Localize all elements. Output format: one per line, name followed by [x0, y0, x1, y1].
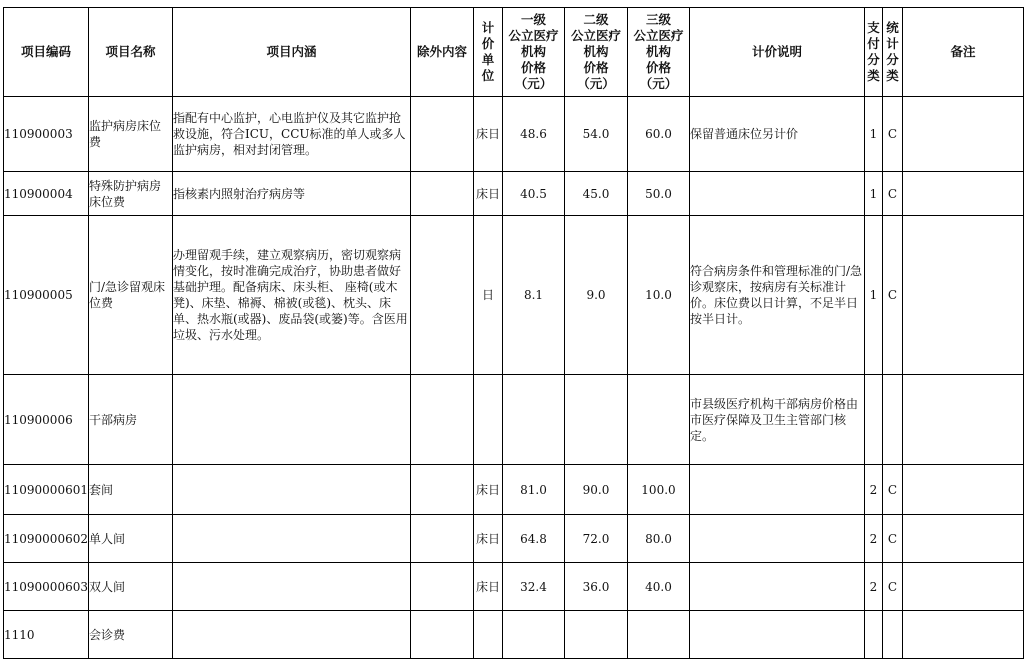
cell-price-level3: 40.0 [627, 563, 689, 611]
cell-pricing-note: 市县级医疗机构干部病房价格由市医疗保障及卫生主管部门核定。 [689, 375, 864, 465]
cell-code: 110900003 [4, 97, 89, 172]
cell-remark [902, 97, 1023, 172]
header-stat-class [882, 8, 902, 97]
header-stat-line: 计 [886, 36, 899, 51]
cell-remark [902, 611, 1023, 659]
cell-pay-class [864, 375, 882, 465]
header-pay-line: 支 [867, 20, 880, 35]
cell-stat-class: C [882, 563, 902, 611]
table-row [4, 97, 1024, 172]
table-row [4, 563, 1024, 611]
cell-price-level1: 32.4 [502, 563, 564, 611]
header-exclude: 除外内容 [410, 8, 473, 97]
cell-price-level3 [627, 611, 689, 659]
cell-pricing-note [689, 172, 864, 216]
cell-exclude [410, 465, 473, 515]
header-unit-line: 单 [481, 52, 495, 67]
cell-price-level1: 81.0 [502, 465, 564, 515]
cell-price-level3: 100.0 [627, 465, 689, 515]
cell-unit: 床日 [473, 563, 502, 611]
header-stat-line: 统 [886, 20, 899, 35]
header-unit-line: 位 [481, 68, 495, 83]
cell-price-level2 [564, 375, 627, 465]
header-unit-line: 计 [481, 20, 495, 35]
cell-unit: 床日 [473, 97, 502, 172]
cell-stat-class: C [882, 216, 902, 375]
cell-stat-class: C [882, 465, 902, 515]
table-row [4, 172, 1024, 216]
table-row [4, 216, 1024, 375]
cell-exclude [410, 611, 473, 659]
header-unit [473, 8, 502, 97]
cell-pay-class: 1 [864, 172, 882, 216]
header-p1-line: 一级 [520, 12, 546, 27]
cell-code: 110900005 [4, 216, 89, 375]
header-price-level1 [502, 8, 564, 97]
cell-pay-class: 2 [864, 515, 882, 563]
cell-content [172, 375, 410, 465]
cell-price-level2: 72.0 [564, 515, 627, 563]
cell-content: 办理留观手续，建立观察病历，密切观察病情变化，按时准确完成治疗，协助患者做好基础护理。配备病床、床头柜、 座椅(或木凳)、床垫、棉褥、棉被(或毯)、枕头、床单、热水瓶(或器)、废品袋(或篓)等。含医用垃圾、污水处理。 [172, 216, 410, 375]
cell-name: 双人间 [88, 563, 172, 611]
header-stat-line: 类 [886, 68, 899, 83]
cell-pay-class: 2 [864, 465, 882, 515]
cell-content [172, 563, 410, 611]
cell-unit [473, 611, 502, 659]
header-p3-line: 价格 [645, 60, 671, 75]
header-p1-line: 公立医疗 [508, 28, 559, 43]
cell-pay-class: 1 [864, 216, 882, 375]
cell-price-level3: 80.0 [627, 515, 689, 563]
header-p1-line: 机构 [520, 44, 546, 59]
cell-remark [902, 216, 1023, 375]
table-row [4, 611, 1024, 659]
cell-code: 110900004 [4, 172, 89, 216]
cell-exclude [410, 515, 473, 563]
cell-price-level2 [564, 611, 627, 659]
cell-price-level2: 45.0 [564, 172, 627, 216]
header-p2-line: 公立医疗 [570, 28, 621, 43]
cell-price-level2: 9.0 [564, 216, 627, 375]
header-pay-line: 付 [867, 36, 880, 51]
cell-unit: 床日 [473, 515, 502, 563]
header-p1-line: 价格 [520, 60, 546, 75]
header-p3-line: 三级 [645, 12, 671, 27]
cell-pricing-note: 符合病房条件和管理标准的门/急诊观察床，按病房有关标准计价。床位费以日计算，不足半日按半日计。 [689, 216, 864, 375]
cell-remark [902, 563, 1023, 611]
cell-code: 11090000603 [4, 563, 89, 611]
header-p2-line: 价格 [583, 60, 609, 75]
cell-pricing-note [689, 611, 864, 659]
cell-pricing-note: 保留普通床位另计价 [689, 97, 864, 172]
cell-stat-class [882, 375, 902, 465]
cell-name: 单人间 [88, 515, 172, 563]
cell-stat-class: C [882, 97, 902, 172]
cell-name: 套间 [88, 465, 172, 515]
table-row [4, 465, 1024, 515]
cell-remark [902, 465, 1023, 515]
header-price-level3 [627, 8, 689, 97]
cell-price-level1: 64.8 [502, 515, 564, 563]
cell-price-level1 [502, 611, 564, 659]
cell-code: 1110 [4, 611, 89, 659]
cell-exclude [410, 216, 473, 375]
cell-unit: 床日 [473, 465, 502, 515]
header-p2-line: （元） [577, 76, 615, 91]
table-row [4, 375, 1024, 465]
header-pay-class [864, 8, 882, 97]
header-pricing-note: 计价说明 [689, 8, 864, 97]
cell-price-level1: 40.5 [502, 172, 564, 216]
header-p3-line: 机构 [645, 44, 671, 59]
header-price-level2 [564, 8, 627, 97]
cell-unit: 床日 [473, 172, 502, 216]
cell-unit [473, 375, 502, 465]
cell-exclude [410, 375, 473, 465]
cell-name: 监护病房床位费 [88, 97, 172, 172]
cell-pay-class: 2 [864, 563, 882, 611]
header-p3-line: 公立医疗 [633, 28, 684, 43]
cell-name: 会诊费 [88, 611, 172, 659]
cell-price-level1: 48.6 [502, 97, 564, 172]
cell-price-level2: 90.0 [564, 465, 627, 515]
cell-content [172, 611, 410, 659]
header-pay-line: 分 [867, 52, 880, 67]
cell-exclude [410, 97, 473, 172]
cell-price-level2: 54.0 [564, 97, 627, 172]
cell-pay-class: 1 [864, 97, 882, 172]
cell-pricing-note [689, 563, 864, 611]
header-unit-line: 价 [481, 36, 495, 51]
header-p3-line: （元） [639, 76, 678, 91]
cell-remark [902, 172, 1023, 216]
table-row [4, 515, 1024, 563]
cell-stat-class: C [882, 515, 902, 563]
cell-name: 干部病房 [88, 375, 172, 465]
cell-price-level3: 60.0 [627, 97, 689, 172]
cell-pay-class [864, 611, 882, 659]
cell-content: 指配有中心监护，心电监护仪及其它监护抢救设施，符合ICU，CCU标准的单人或多人监护病房，相对封闭管理。 [172, 97, 410, 172]
cell-content: 指核素内照射治疗病房等 [172, 172, 410, 216]
cell-code: 110900006 [4, 375, 89, 465]
header-stat-line: 分 [886, 52, 899, 67]
cell-content [172, 465, 410, 515]
cell-unit: 日 [473, 216, 502, 375]
cell-name: 特殊防护病房床位费 [88, 172, 172, 216]
cell-name: 门/急诊留观床位费 [88, 216, 172, 375]
cell-remark [902, 375, 1023, 465]
header-p2-line: 机构 [583, 44, 609, 59]
cell-price-level3: 50.0 [627, 172, 689, 216]
cell-exclude [410, 563, 473, 611]
cell-stat-class: C [882, 172, 902, 216]
cell-price-level1: 8.1 [502, 216, 564, 375]
cell-code: 11090000602 [4, 515, 89, 563]
cell-content [172, 515, 410, 563]
header-p1-line: （元） [514, 76, 553, 91]
header-code: 项目编码 [4, 8, 89, 97]
cell-pricing-note [689, 465, 864, 515]
cell-price-level1 [502, 375, 564, 465]
header-remark: 备注 [902, 8, 1023, 97]
cell-remark [902, 515, 1023, 563]
cell-stat-class [882, 611, 902, 659]
cell-exclude [410, 172, 473, 216]
header-name: 项目名称 [88, 8, 172, 97]
header-content: 项目内涵 [172, 8, 410, 97]
header-row [4, 8, 1024, 97]
cell-price-level3 [627, 375, 689, 465]
cell-pricing-note [689, 515, 864, 563]
cell-price-level2: 36.0 [564, 563, 627, 611]
cell-price-level3: 10.0 [627, 216, 689, 375]
price-table [3, 7, 1024, 659]
cell-code: 11090000601 [4, 465, 89, 515]
header-pay-line: 类 [867, 68, 880, 83]
header-p2-line: 二级 [583, 12, 609, 27]
